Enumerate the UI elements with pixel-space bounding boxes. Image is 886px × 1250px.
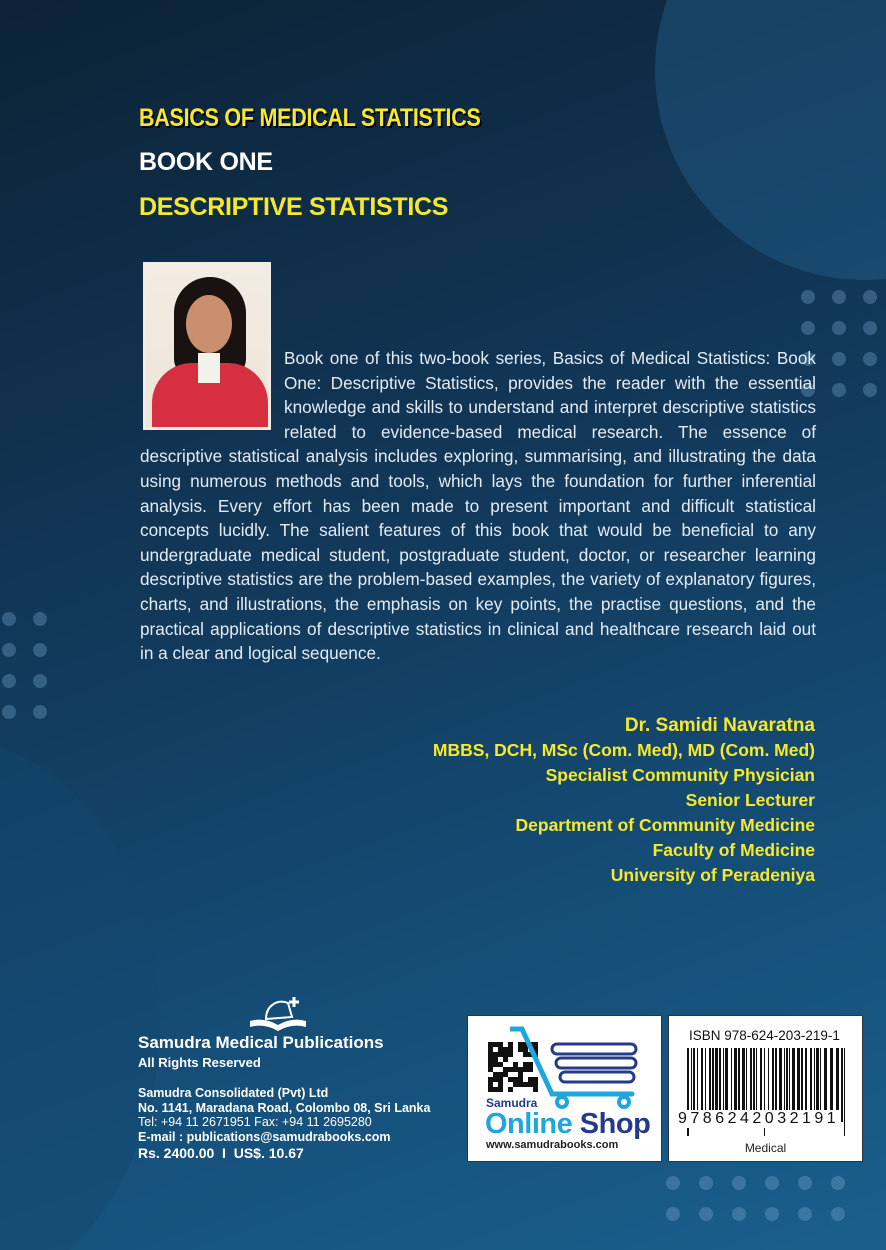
description-text: Book one of this two-book series, Basics of Medical Statistics: Book One: Descriptive Statistics, provides the reader with the essential knowledge and skills to understand and interpret descriptive statistics related to evidence-based medical research. The essence of descriptive statistical analysis includes exploring, summarising, and illustrating the data using numerous methods and tools, which lays the foundation for further inferential analysis. Every effort has been made to present important and difficult statistical concepts lucidly. The salient features of this book that would be beneficial to any undergraduate medical student, postgraduate student, doctor, or researcher learning descriptive statistics are the problem-based examples, the variety of explanatory figures, charts, and illustrations, the emphasis on key points, the practise questions, and the practical applications of descriptive statistics in clinical and healthcare research laid out in a clear and logical sequence. <box>140 348 816 664</box>
author-university: University of Peradeniya <box>610 865 815 885</box>
publisher-logo-icon <box>248 995 308 1033</box>
book-number: BOOK ONE <box>139 148 273 176</box>
author-position: Specialist Community Physician <box>545 765 815 785</box>
dot <box>798 1207 812 1221</box>
dot <box>832 352 846 366</box>
dot <box>33 705 47 719</box>
author-department: Department of Community Medicine <box>515 815 815 835</box>
barcode-digits: 9786242032191 <box>678 1110 840 1127</box>
decorative-circle <box>0 740 160 1250</box>
dot <box>832 290 846 304</box>
book-category: Medical <box>744 1141 787 1155</box>
dot <box>2 612 16 626</box>
dot <box>33 612 47 626</box>
publisher-contact <box>138 1086 430 1144</box>
decorative-circle <box>655 0 886 280</box>
dot <box>765 1176 779 1190</box>
dot <box>699 1207 713 1221</box>
decorative-dots <box>2 612 47 719</box>
dot <box>832 321 846 335</box>
dot <box>666 1207 680 1221</box>
shop-title <box>485 1108 650 1141</box>
online-shop-box <box>467 1015 662 1162</box>
company-name: Samudra Consolidated (Pvt) Ltd <box>138 1086 329 1100</box>
email: E-mail : publications@samudrabooks.com <box>138 1129 391 1144</box>
rights-notice: All Rights Reserved <box>138 1055 261 1070</box>
dot <box>765 1207 779 1221</box>
dot <box>33 674 47 688</box>
decorative-dots <box>666 1176 845 1221</box>
dot <box>666 1176 680 1190</box>
shop-brand: Samudra <box>486 1096 538 1110</box>
dot <box>699 1176 713 1190</box>
dot <box>2 674 16 688</box>
dot <box>798 1176 812 1190</box>
dot <box>2 705 16 719</box>
dot <box>863 290 877 304</box>
dot <box>33 643 47 657</box>
isbn-number: ISBN 978-624-203-219-1 <box>689 1028 840 1043</box>
dot <box>832 383 846 397</box>
author-position: Senior Lecturer <box>685 790 815 810</box>
author-credentials: MBBS, DCH, MSc (Com. Med), MD (Com. Med) <box>432 740 815 760</box>
shop-title-online: Online <box>485 1108 573 1140</box>
dot <box>2 643 16 657</box>
dot <box>801 290 815 304</box>
barcode-bar <box>844 1048 845 1136</box>
barcode-bar <box>841 1048 843 1122</box>
series-title: BASICS OF MEDICAL STATISTICS <box>139 104 481 132</box>
isbn-box <box>668 1015 863 1162</box>
address: No. 1141, Maradana Road, Colombo 08, Sri Lanka <box>138 1100 431 1115</box>
dot <box>801 321 815 335</box>
author-faculty: Faculty of Medicine <box>652 840 815 860</box>
dot <box>732 1176 746 1190</box>
dot <box>863 321 877 335</box>
author-block <box>433 713 815 888</box>
shop-url[interactable]: www.samudrabooks.com <box>486 1139 619 1151</box>
author-name: Dr. Samidi Navaratna <box>624 715 815 736</box>
dot <box>863 352 877 366</box>
shop-title-shop: Shop <box>579 1108 651 1140</box>
dot <box>863 383 877 397</box>
dot <box>831 1207 845 1221</box>
book-subtitle: DESCRIPTIVE STATISTICS <box>139 193 449 221</box>
price: Rs. 2400.00 I US$. 10.67 <box>138 1145 304 1161</box>
book-description <box>140 346 816 666</box>
dot <box>732 1207 746 1221</box>
dot <box>831 1176 845 1190</box>
publisher-name: Samudra Medical Publications <box>138 1033 384 1052</box>
phone: Tel: +94 11 2671951 Fax: +94 11 2695280 <box>138 1115 372 1129</box>
